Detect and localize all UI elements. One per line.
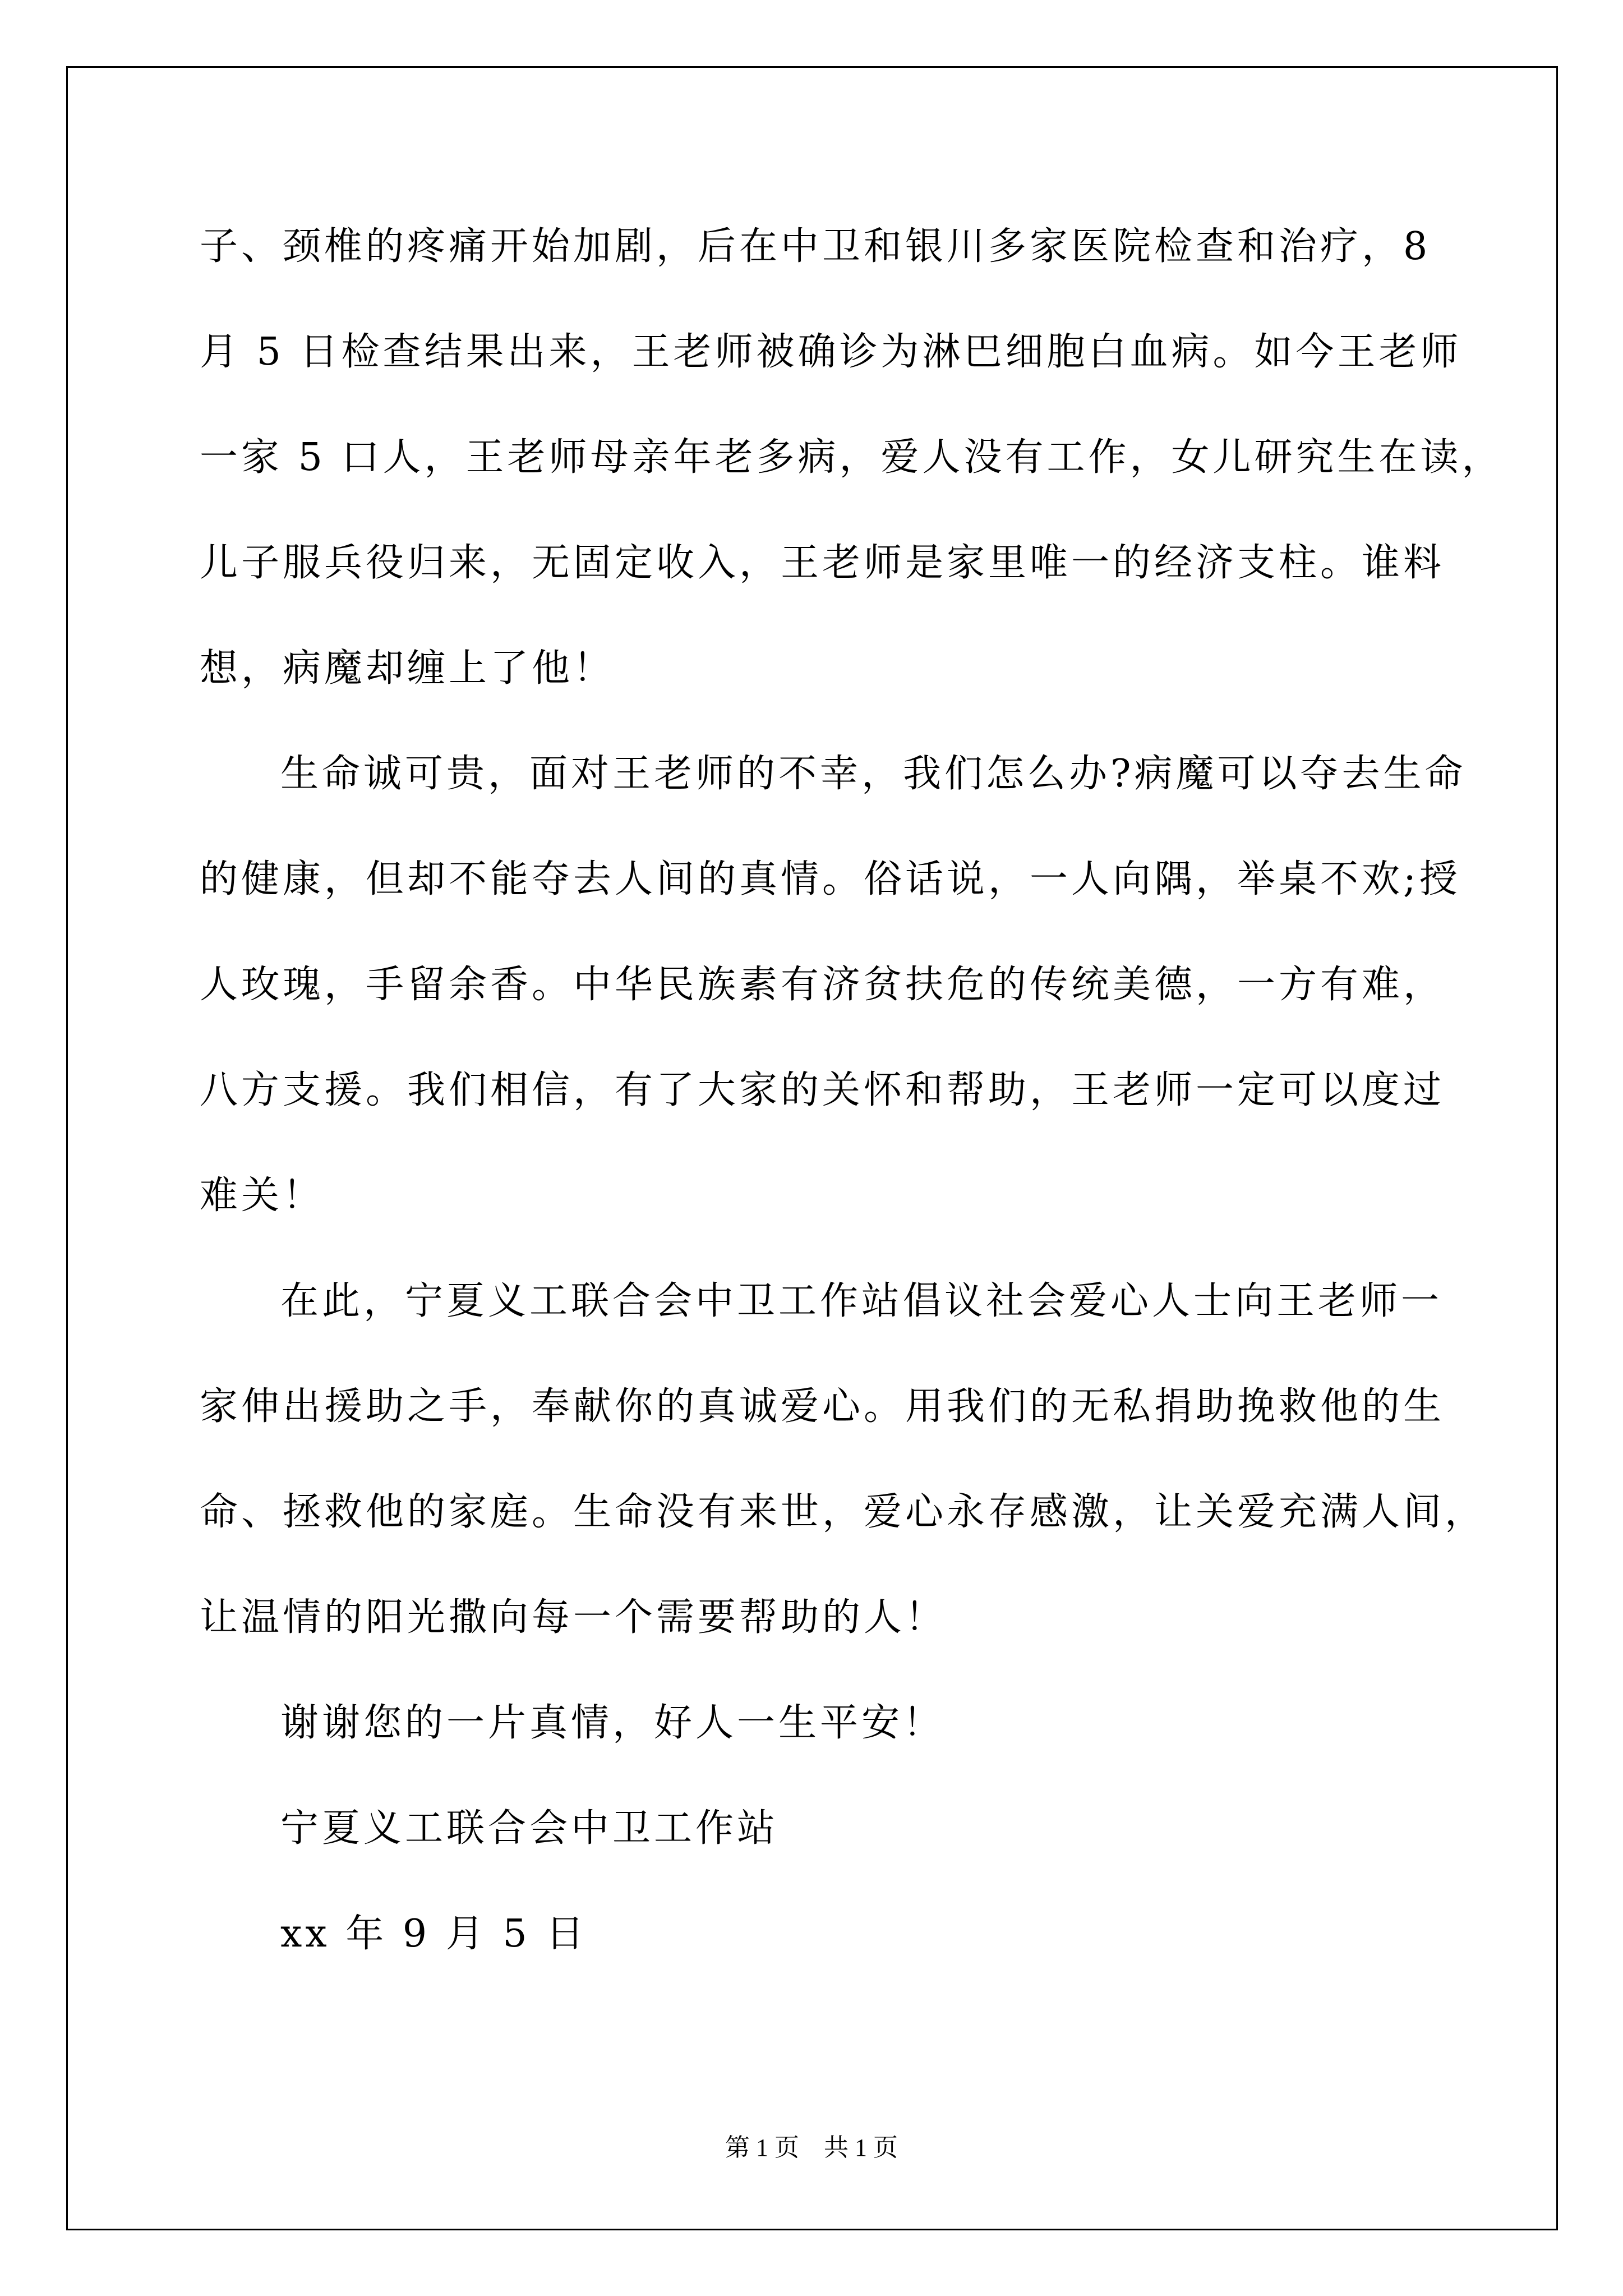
paragraph-1-line-2: 月 5 日检查结果出来，王老师被确诊为淋巴细胞白血病。如今王老师 xyxy=(200,330,1462,374)
paragraph-2-line-2: 的健康，但却不能夺去人间的真情。俗话说，一人向隅，举桌不欢;授 xyxy=(200,857,1461,901)
page-border xyxy=(66,66,1558,2230)
paragraph-1-line-3: 一家 5 口人，王老师母亲年老多病，爱人没有工作，女儿研究生在读， xyxy=(200,435,1504,480)
paragraph-2-line-5: 难关！ xyxy=(200,1174,325,1218)
paragraph-3-line-3: 命、拯救他的家庭。生命没有来世，爱心永存感激，让关爱充满人间， xyxy=(200,1490,1487,1534)
paragraph-1-line-5: 想，病魔却缠上了他！ xyxy=(200,646,615,691)
paragraph-2-line-4: 八方支援。我们相信，有了大家的关怀和帮助，王老师一定可以度过 xyxy=(200,1068,1445,1112)
paragraph-2-line-3: 人玫瑰，手留余香。中华民族素有济贫扶危的传统美德，一方有难， xyxy=(200,963,1445,1007)
closing-date: xx 年 9 月 5 日 xyxy=(280,1912,588,1956)
closing-organization: 宁夏义工联合会中卫工作站 xyxy=(280,1806,779,1851)
paragraph-2-line-1: 生命诚可贵，面对王老师的不幸，我们怎么办?病魔可以夺去生命 xyxy=(280,752,1467,796)
paragraph-1-line-4: 儿子服兵役归来，无固定收入，王老师是家里唯一的经济支柱。谁料 xyxy=(200,541,1445,585)
page-number-footer: 第 1 页 共 1 页 xyxy=(725,2134,898,2161)
paragraph-3-line-2: 家伸出援助之手，奉献你的真诚爱心。用我们的无私捐助挽救他的生 xyxy=(200,1384,1445,1429)
paragraph-3-line-1: 在此，宁夏义工联合会中卫工作站倡议社会爱心人士向王老师一 xyxy=(280,1279,1443,1323)
paragraph-1-line-1: 子、颈椎的疼痛开始加剧，后在中卫和银川多家医院检查和治疗，8 xyxy=(200,224,1431,269)
paragraph-3-line-4: 让温情的阳光撒向每一个需要帮助的人！ xyxy=(200,1595,947,1640)
closing-thanks: 谢谢您的一片真情，好人一生平安！ xyxy=(280,1701,945,1745)
